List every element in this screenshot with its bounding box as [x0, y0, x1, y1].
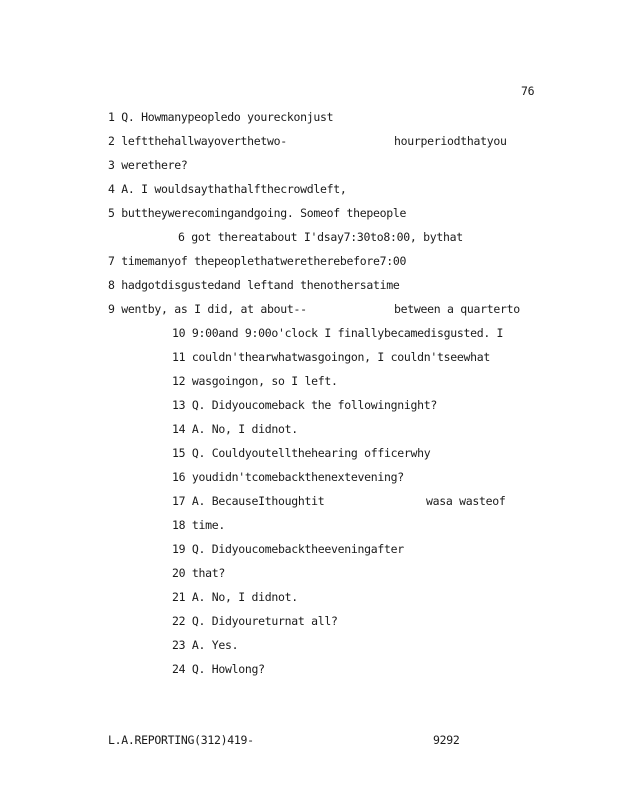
line-number: 15 — [172, 446, 186, 460]
transcript-line-19 — [172, 542, 404, 556]
line-number: 13 — [172, 398, 186, 412]
line-number: 19 — [172, 542, 186, 556]
line-text: werethere? — [121, 158, 188, 172]
line-number: 5 — [108, 206, 115, 220]
line-number: 14 — [172, 422, 186, 436]
line-number: 6 — [178, 230, 185, 244]
transcript-line-22 — [172, 614, 338, 628]
line-number: 9 — [108, 302, 115, 316]
line-number: 11 — [172, 350, 186, 364]
transcript-line-2 — [108, 134, 287, 148]
transcript-line-8 — [108, 278, 399, 292]
line-number: 7 — [108, 254, 115, 268]
line-number: 23 — [172, 638, 186, 652]
line-number: 16 — [172, 470, 186, 484]
line-text: Q. Didyoucomebacktheeveningafter — [191, 542, 404, 556]
line-number: 24 — [172, 662, 186, 676]
line-text: that? — [191, 566, 225, 580]
line-number: 20 — [172, 566, 186, 580]
line-text: A. BecauseIthoughtit — [191, 494, 325, 508]
transcript-line-23 — [172, 638, 238, 652]
line-text-continuation: wasa wasteof — [426, 494, 506, 508]
transcript-line-24 — [172, 662, 265, 676]
line-text: Q. Howlong? — [191, 662, 265, 676]
transcript-line-5 — [108, 206, 406, 220]
transcript-line-1 — [108, 110, 333, 124]
line-text-continuation: between a quarterto — [394, 302, 520, 316]
line-text: 9:00and 9:00o'clock I finallybecamedisgusted. I — [191, 326, 504, 340]
transcript-line-9 — [108, 302, 307, 316]
line-number: 4 — [108, 182, 115, 196]
line-text: wentby, as I did, at about-- — [121, 302, 307, 316]
line-number: 3 — [108, 158, 115, 172]
line-text: A. No, I didnot. — [191, 422, 298, 436]
line-number: 10 — [172, 326, 186, 340]
line-text: Q. Couldyoutellthehearing officerwhy — [191, 446, 431, 460]
transcript-line-21 — [172, 590, 298, 604]
line-number: 22 — [172, 614, 186, 628]
line-text: Q. Didyoureturnat all? — [191, 614, 338, 628]
line-text: timemanyof thepeoplethatweretherebefore7:00 — [121, 254, 407, 268]
line-text: hadgotdisgustedand leftand thenothersatime — [121, 278, 400, 292]
line-text: got thereatabout I'dsay7:30to8:00, bythat — [191, 230, 463, 244]
transcript-line-11 — [172, 350, 490, 364]
line-text: leftthehallwayoverthetwo- — [121, 134, 287, 148]
transcript-line-3 — [108, 158, 188, 172]
line-text: A. Yes. — [191, 638, 239, 652]
page-number: 76 — [521, 84, 535, 98]
line-number: 2 — [108, 134, 115, 148]
line-text: Q. Didyoucomeback the followingnight? — [191, 398, 437, 412]
transcript-line-16 — [172, 470, 404, 484]
transcript-line-13 — [172, 398, 437, 412]
line-number: 8 — [108, 278, 115, 292]
line-text: A. I wouldsaythathalfthecrowdleft, — [121, 182, 347, 196]
line-text: A. No, I didnot. — [191, 590, 298, 604]
line-text: Q. Howmanypeopledo youreckonjust — [121, 110, 334, 124]
transcript-line-10 — [172, 326, 503, 340]
transcript-line-4 — [108, 182, 346, 196]
line-text: youdidn'tcomebackthenextevening? — [191, 470, 404, 484]
line-number: 12 — [172, 374, 186, 388]
line-text: wasgoingon, so I left. — [191, 374, 338, 388]
line-text-continuation: hourperiodthatyou — [394, 134, 507, 148]
transcript-line-17 — [172, 494, 324, 508]
footer-reporter-info: L.A.REPORTING(312)419- — [108, 733, 254, 747]
footer-phone-suffix: 9292 — [433, 733, 460, 747]
line-number: 17 — [172, 494, 186, 508]
transcript-line-6 — [178, 230, 463, 244]
line-number: 21 — [172, 590, 186, 604]
transcript-line-15 — [172, 446, 430, 460]
transcript-line-20 — [172, 566, 225, 580]
line-number: 18 — [172, 518, 186, 532]
transcript-line-12 — [172, 374, 338, 388]
transcript-line-14 — [172, 422, 298, 436]
line-text: time. — [191, 518, 225, 532]
line-text: couldn'thearwhatwasgoingon, I couldn'tseewhat — [191, 350, 490, 364]
line-text: buttheywerecomingandgoing. Someof thepeople — [121, 206, 407, 220]
transcript-line-18 — [172, 518, 225, 532]
line-number: 1 — [108, 110, 115, 124]
transcript-line-7 — [108, 254, 406, 268]
